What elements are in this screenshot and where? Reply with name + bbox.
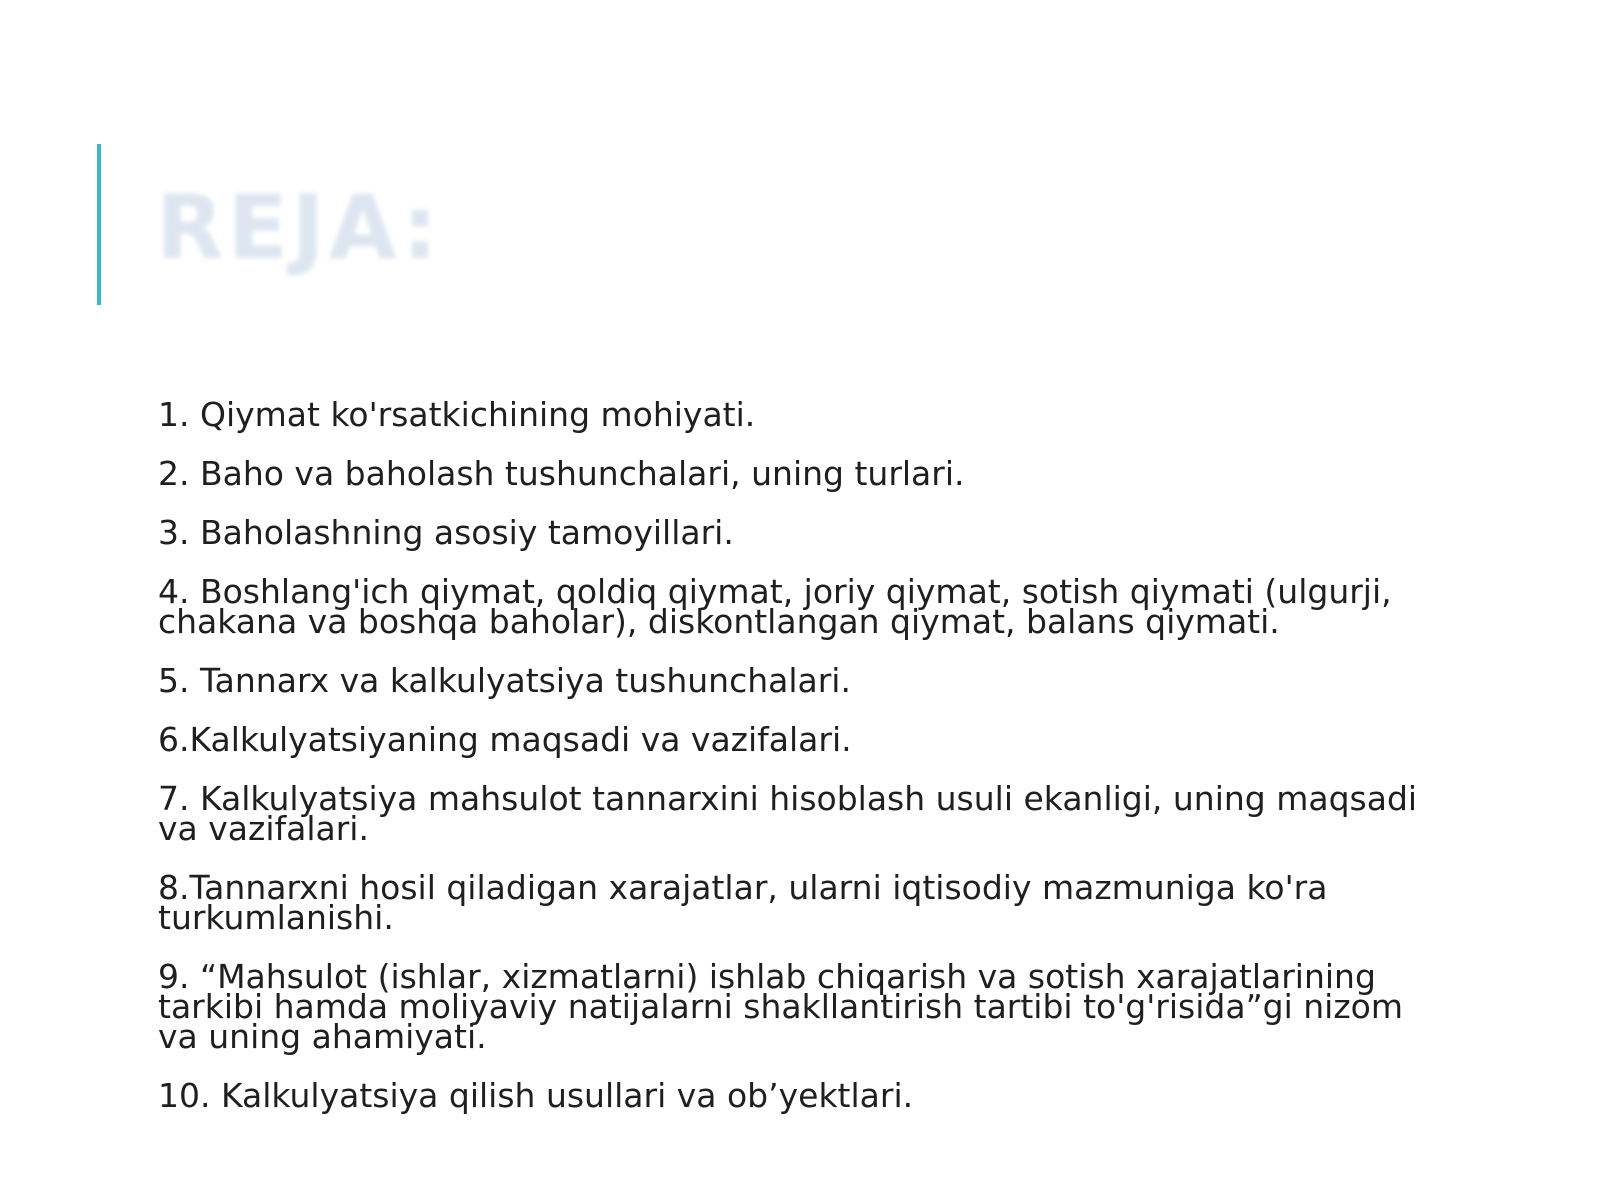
agenda-item-10: 10. Kalkulyatsiya qilish usullari va ob’yektlari. <box>158 1076 914 1115</box>
agenda-item-2: 2. Baho va baholash tushunchalari, uning turlari. <box>158 454 965 493</box>
slide-title: REJA: <box>156 176 442 279</box>
agenda-item-1: 1. Qiymat ko'rsatkichining mohiyati. <box>158 395 756 434</box>
agenda-item-6: 6.Kalkulyatsiyaning maqsadi va vazifalari. <box>158 720 852 759</box>
agenda-item-4: 4. Boshlang'ich qiymat, qoldiq qiymat, joriy qiymat, sotish qiymati (ulgurji, chakana va boshqa baholar), diskontlangan qiymat, balans qiymati. <box>158 572 1392 641</box>
agenda-item-8: 8.Tannarxni hosil qiladigan xarajatlar, ularni iqtisodiy mazmuniga ko'ra turkumlanishi. <box>158 868 1328 937</box>
agenda-item-5: 5. Tannarx va kalkulyatsiya tushunchalari. <box>158 661 851 700</box>
agenda-item-3: 3. Baholashning asosiy tamoyillari. <box>158 513 734 552</box>
title-accent-bar <box>97 144 101 305</box>
agenda-list <box>158 396 1418 1136</box>
agenda-item-9: 9. “Mahsulot (ishlar, xizmatlarni) ishlab chiqarish va sotish xarajatlarining tarkibi hamda moliyaviy natijalarni shakllantirish tartibi to'g'risida”gi nizom va uning ahamiyati. <box>158 957 1404 1056</box>
agenda-item-7: 7. Kalkulyatsiya mahsulot tannarxini hisoblash usuli ekanligi, uning maqsadi va vazifalari. <box>158 779 1418 848</box>
